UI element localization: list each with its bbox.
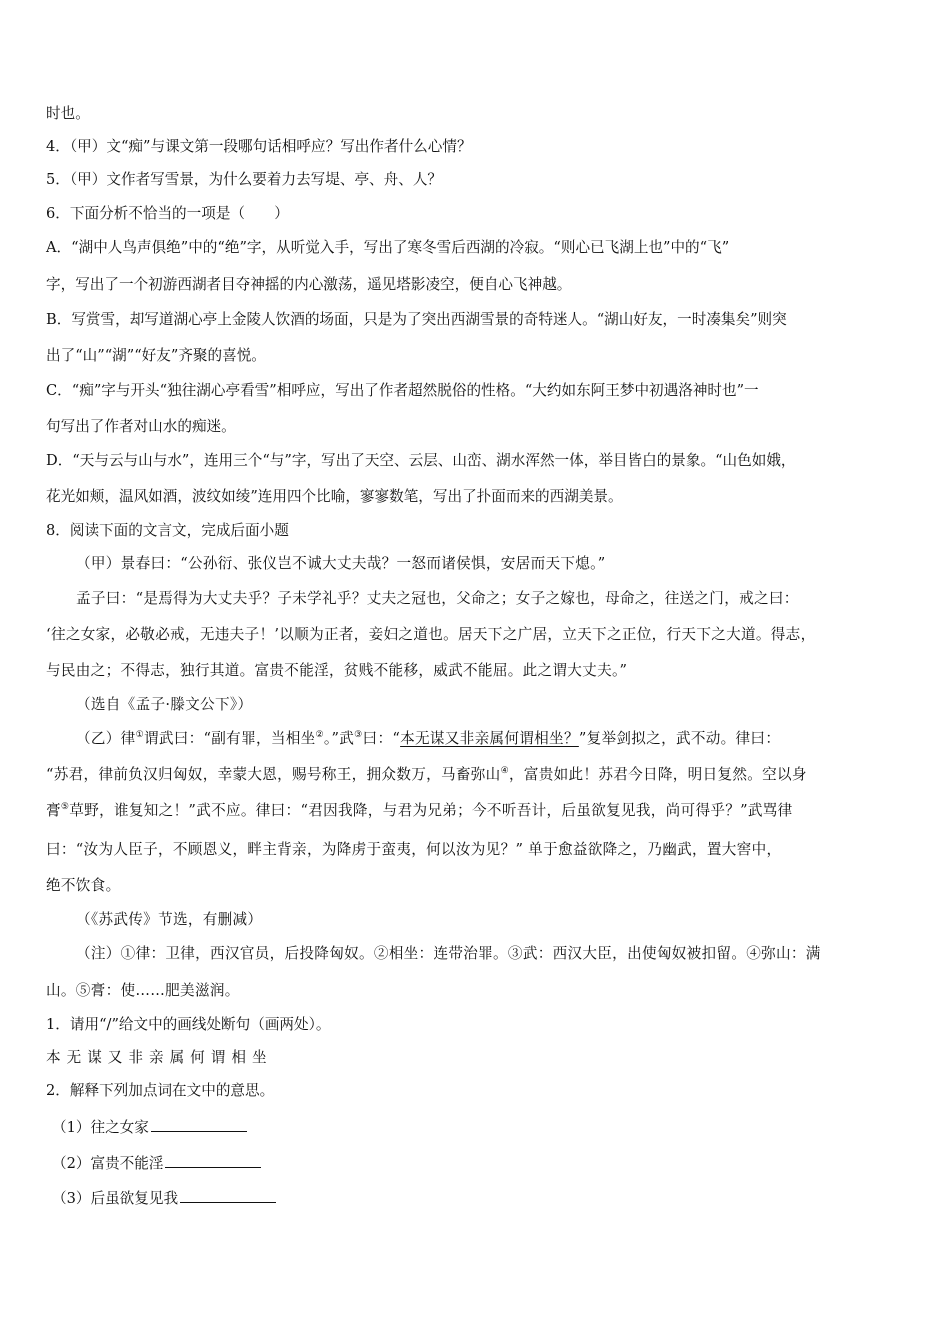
item-label: （1）往之女家 <box>52 1119 149 1136</box>
text-line: 时也。 <box>46 105 90 122</box>
subquestion-1-text: 本无谋又非亲属何谓相坐 <box>46 1049 273 1066</box>
text-span: （乙）律 <box>76 730 136 747</box>
note-marker-4: ④ <box>500 766 509 777</box>
passage-yi-line-1 <box>76 729 938 749</box>
passage-jia-source: （选自《孟子·滕文公下》） <box>76 696 253 713</box>
subquestion-1: 1．请用“/”给文中的画线处断句（画两处）。 <box>46 1016 331 1033</box>
text-span: 谓武曰：“副有罪，当相坐 <box>143 730 316 747</box>
subquestion-2-item-3 <box>52 1187 914 1209</box>
question-8: 8．阅读下面的文言文，完成后面小题 <box>46 522 289 539</box>
answer-blank[interactable] <box>180 1187 276 1203</box>
item-label: （3）后虽欲复见我 <box>52 1190 179 1207</box>
option-c-line-2: 句写出了作者对山水的痴迷。 <box>46 418 236 435</box>
note-marker-2: ② <box>315 730 324 741</box>
answer-blank[interactable] <box>165 1152 261 1168</box>
option-c-line-1: C．“痴”字与开头“独往湖心亭看雪”相呼应，写出了作者超然脱俗的性格。“大约如东阿王梦中初遇洛神时也”一 <box>46 382 759 399</box>
notes-line-2: 山。⑤膏：使……肥美滋润。 <box>46 982 240 999</box>
option-d-line-1: D．“天与云与山与水”，连用三个“与”字，写出了天空、云层、山峦、湖水浑然一体，举目皆白的景象。“山色如娥， <box>46 452 796 469</box>
passage-jia-line-3: ‘往之女家，必敬必戒，无违夫子！’以顺为正者，妾妇之道也。居天下之广居，立天下之正位，行天下之大道。得志， <box>46 626 816 643</box>
passage-yi-line-3 <box>46 801 908 821</box>
text-span: “苏君，律前负汉归匈奴，幸蒙大恩，赐号称王，拥众数万，马畜弥山 <box>46 766 501 783</box>
subquestion-2-item-1 <box>52 1116 914 1138</box>
question-5: 5．（甲）文作者写雪景，为什么要着力去写堤、亭、舟、人？ <box>46 171 443 188</box>
option-b-line-1: B．写赏雪，却写道湖心亭上金陵人饮酒的场面，只是为了突出西湖雪景的奇特迷人。“湖山好友，一时凑集矣”则突 <box>46 311 787 328</box>
passage-yi-line-5: 绝不饮食。 <box>46 877 121 894</box>
text-span: ”复举剑拟之，武不动。律曰： <box>578 730 781 747</box>
text-span: 草野，谁复知之！”武不应。律曰：“君因我降，与君为兄弟；今不听吾计，后虽欲复见我，尚可得乎？”武骂律 <box>69 802 793 819</box>
text-span: ，富贵如此！苏君今日降，明日复然。空以身 <box>508 766 807 783</box>
text-span: 曰：“ <box>362 730 401 747</box>
option-d-line-2: 花光如颊，温风如酒，波纹如绫”连用四个比喻，寥寥数笔，写出了扑面而来的西湖美景。 <box>46 488 623 505</box>
passage-yi-source: （《苏武传》节选，有删减） <box>76 911 263 928</box>
note-marker-3: ③ <box>354 730 363 741</box>
passage-jia-line-1: （甲）景春曰：“公孙衍、张仪岂不诚大丈夫哉？一怒而诸侯惧，安居而天下熄。” <box>76 555 606 572</box>
text-span: 。”武 <box>323 730 355 747</box>
notes-line-1: （注）①律：卫律，西汉官员，后投降匈奴。②相坐：连带治罪。③武：西汉大臣，出使匈奴被扣留。④弥山：满 <box>76 945 821 962</box>
item-label: （2）富贵不能淫 <box>52 1155 164 1172</box>
passage-jia-line-2: 孟子曰：“是焉得为大丈夫乎？子未学礼乎？丈夫之冠也，父命之；女子之嫁也，母命之，往送之门，戒之曰： <box>76 590 799 607</box>
note-marker-1: ① <box>135 730 144 741</box>
question-4: 4．（甲）文“痴”与课文第一段哪句话相呼应？写出作者什么心情？ <box>46 138 472 155</box>
passage-yi-line-2 <box>46 765 908 785</box>
text-span: 膏 <box>46 802 61 819</box>
subquestion-2: 2．解释下列加点词在文中的意思。 <box>46 1082 275 1099</box>
option-a-line-2: 字，写出了一个初游西湖者目夺神摇的内心激荡，遥见塔影凌空，便自心飞神越。 <box>46 276 572 293</box>
underlined-sentence: 本无谋又非亲属何谓相坐？ <box>400 730 579 747</box>
passage-yi-line-4: 曰：“汝为人臣子，不顾恩义，畔主背亲，为降虏于蛮夷，何以汝为见？” 单于愈益欲降之，乃幽武，置大窖中， <box>46 841 782 858</box>
subquestion-2-item-2 <box>52 1152 914 1174</box>
option-b-line-2: 出了“山”“湖”“好友”齐聚的喜悦。 <box>46 347 266 364</box>
note-marker-5: ⑤ <box>60 802 70 813</box>
option-a-line-1: A．“湖中人鸟声俱绝”中的“绝”字，从听觉入手，写出了寒冬雪后西湖的冷寂。“则心已飞湖上也”中的“飞” <box>46 239 730 256</box>
question-6: 6．下面分析不恰当的一项是（ ） <box>46 205 289 222</box>
passage-jia-line-4: 与民由之；不得志，独行其道。富贵不能淫，贫贱不能移，威武不能屈。此之谓大丈夫。” <box>46 662 628 679</box>
answer-blank[interactable] <box>151 1116 247 1132</box>
